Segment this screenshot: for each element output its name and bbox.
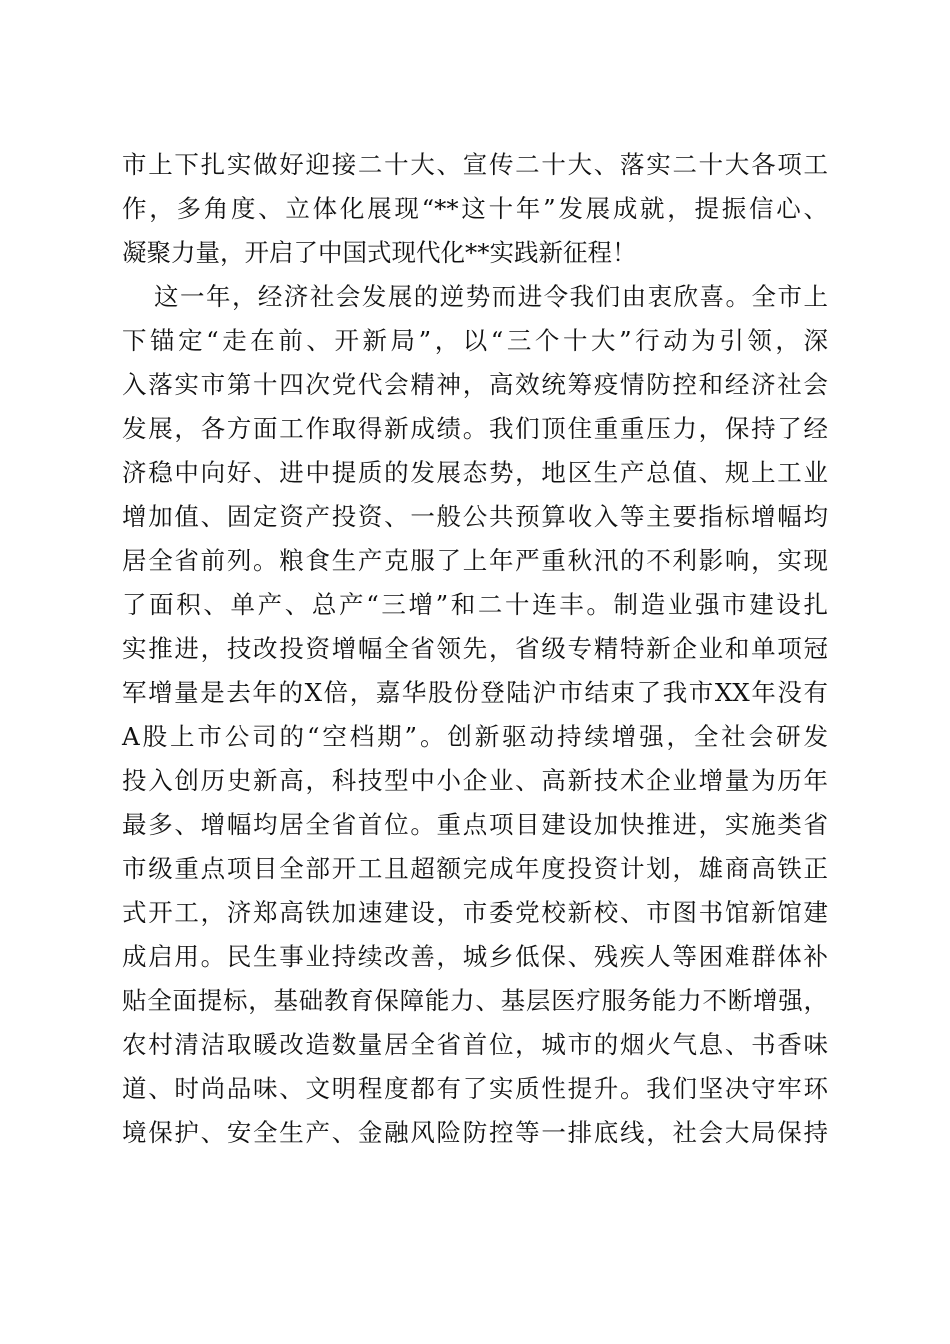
- text-line-11: 了面积、单产、总产“三增”和二十连丰。制造业强市建设扎: [122, 590, 828, 619]
- text-line-10: 居全省前列。粮食生产克服了上年严重秋汛的不利影响，实现: [122, 546, 828, 575]
- text-line-1: 市上下扎实做好迎接二十大、宣传二十大、落实二十大各项工: [122, 150, 828, 179]
- text-line-14: A股上市公司的“空档期”。创新驱动持续增强，全社会研发: [122, 722, 828, 751]
- text-line-5: 下锚定“走在前、开新局”，以“三个十大”行动为引领，深: [122, 326, 828, 355]
- text-line-3: 凝聚力量，开启了中国式现代化**实践新征程！: [122, 238, 637, 267]
- text-line-6: 入落实市第十四次党代会精神，高效统筹疫情防控和经济社会: [122, 370, 828, 399]
- text-line-8: 济稳中向好、进中提质的发展态势，地区生产总值、规上工业: [122, 458, 828, 487]
- text-line-4: 这一年，经济社会发展的逆势而进令我们由衷欣喜。全市上: [154, 282, 828, 311]
- text-line-9: 增加值、固定资产投资、一般公共预算收入等主要指标增幅均: [122, 502, 828, 531]
- text-line-13: 军增量是去年的X倍，嘉华股份登陆沪市结束了我市XX年没有: [122, 678, 828, 707]
- text-line-16: 最多、增幅均居全省首位。重点项目建设加快推进，实施类省: [122, 810, 828, 839]
- text-line-20: 贴全面提标，基础教育保障能力、基层医疗服务能力不断增强，: [122, 986, 828, 1015]
- text-line-15: 投入创历史新高，科技型中小企业、高新技术企业增量为历年: [122, 766, 828, 795]
- text-line-19: 成启用。民生事业持续改善，城乡低保、残疾人等困难群体补: [122, 942, 828, 971]
- text-line-18: 式开工，济郑高铁加速建设，市委党校新校、市图书馆新馆建: [122, 898, 828, 927]
- text-line-17: 市级重点项目全部开工且超额完成年度投资计划，雄商高铁正: [122, 854, 828, 883]
- text-line-22: 道、时尚品味、文明程度都有了实质性提升。我们坚决守牢环: [122, 1074, 828, 1103]
- text-line-12: 实推进，技改投资增幅全省领先，省级专精特新企业和单项冠: [122, 634, 828, 663]
- text-line-21: 农村清洁取暖改造数量居全省首位，城市的烟火气息、书香味: [122, 1030, 828, 1059]
- text-line-7: 发展，各方面工作取得新成绩。我们顶住重重压力，保持了经: [122, 414, 828, 443]
- text-line-2: 作，多角度、立体化展现“**这十年”发展成就，提振信心、: [122, 194, 828, 223]
- text-line-23: 境保护、安全生产、金融风险防控等一排底线，社会大局保持: [122, 1118, 828, 1147]
